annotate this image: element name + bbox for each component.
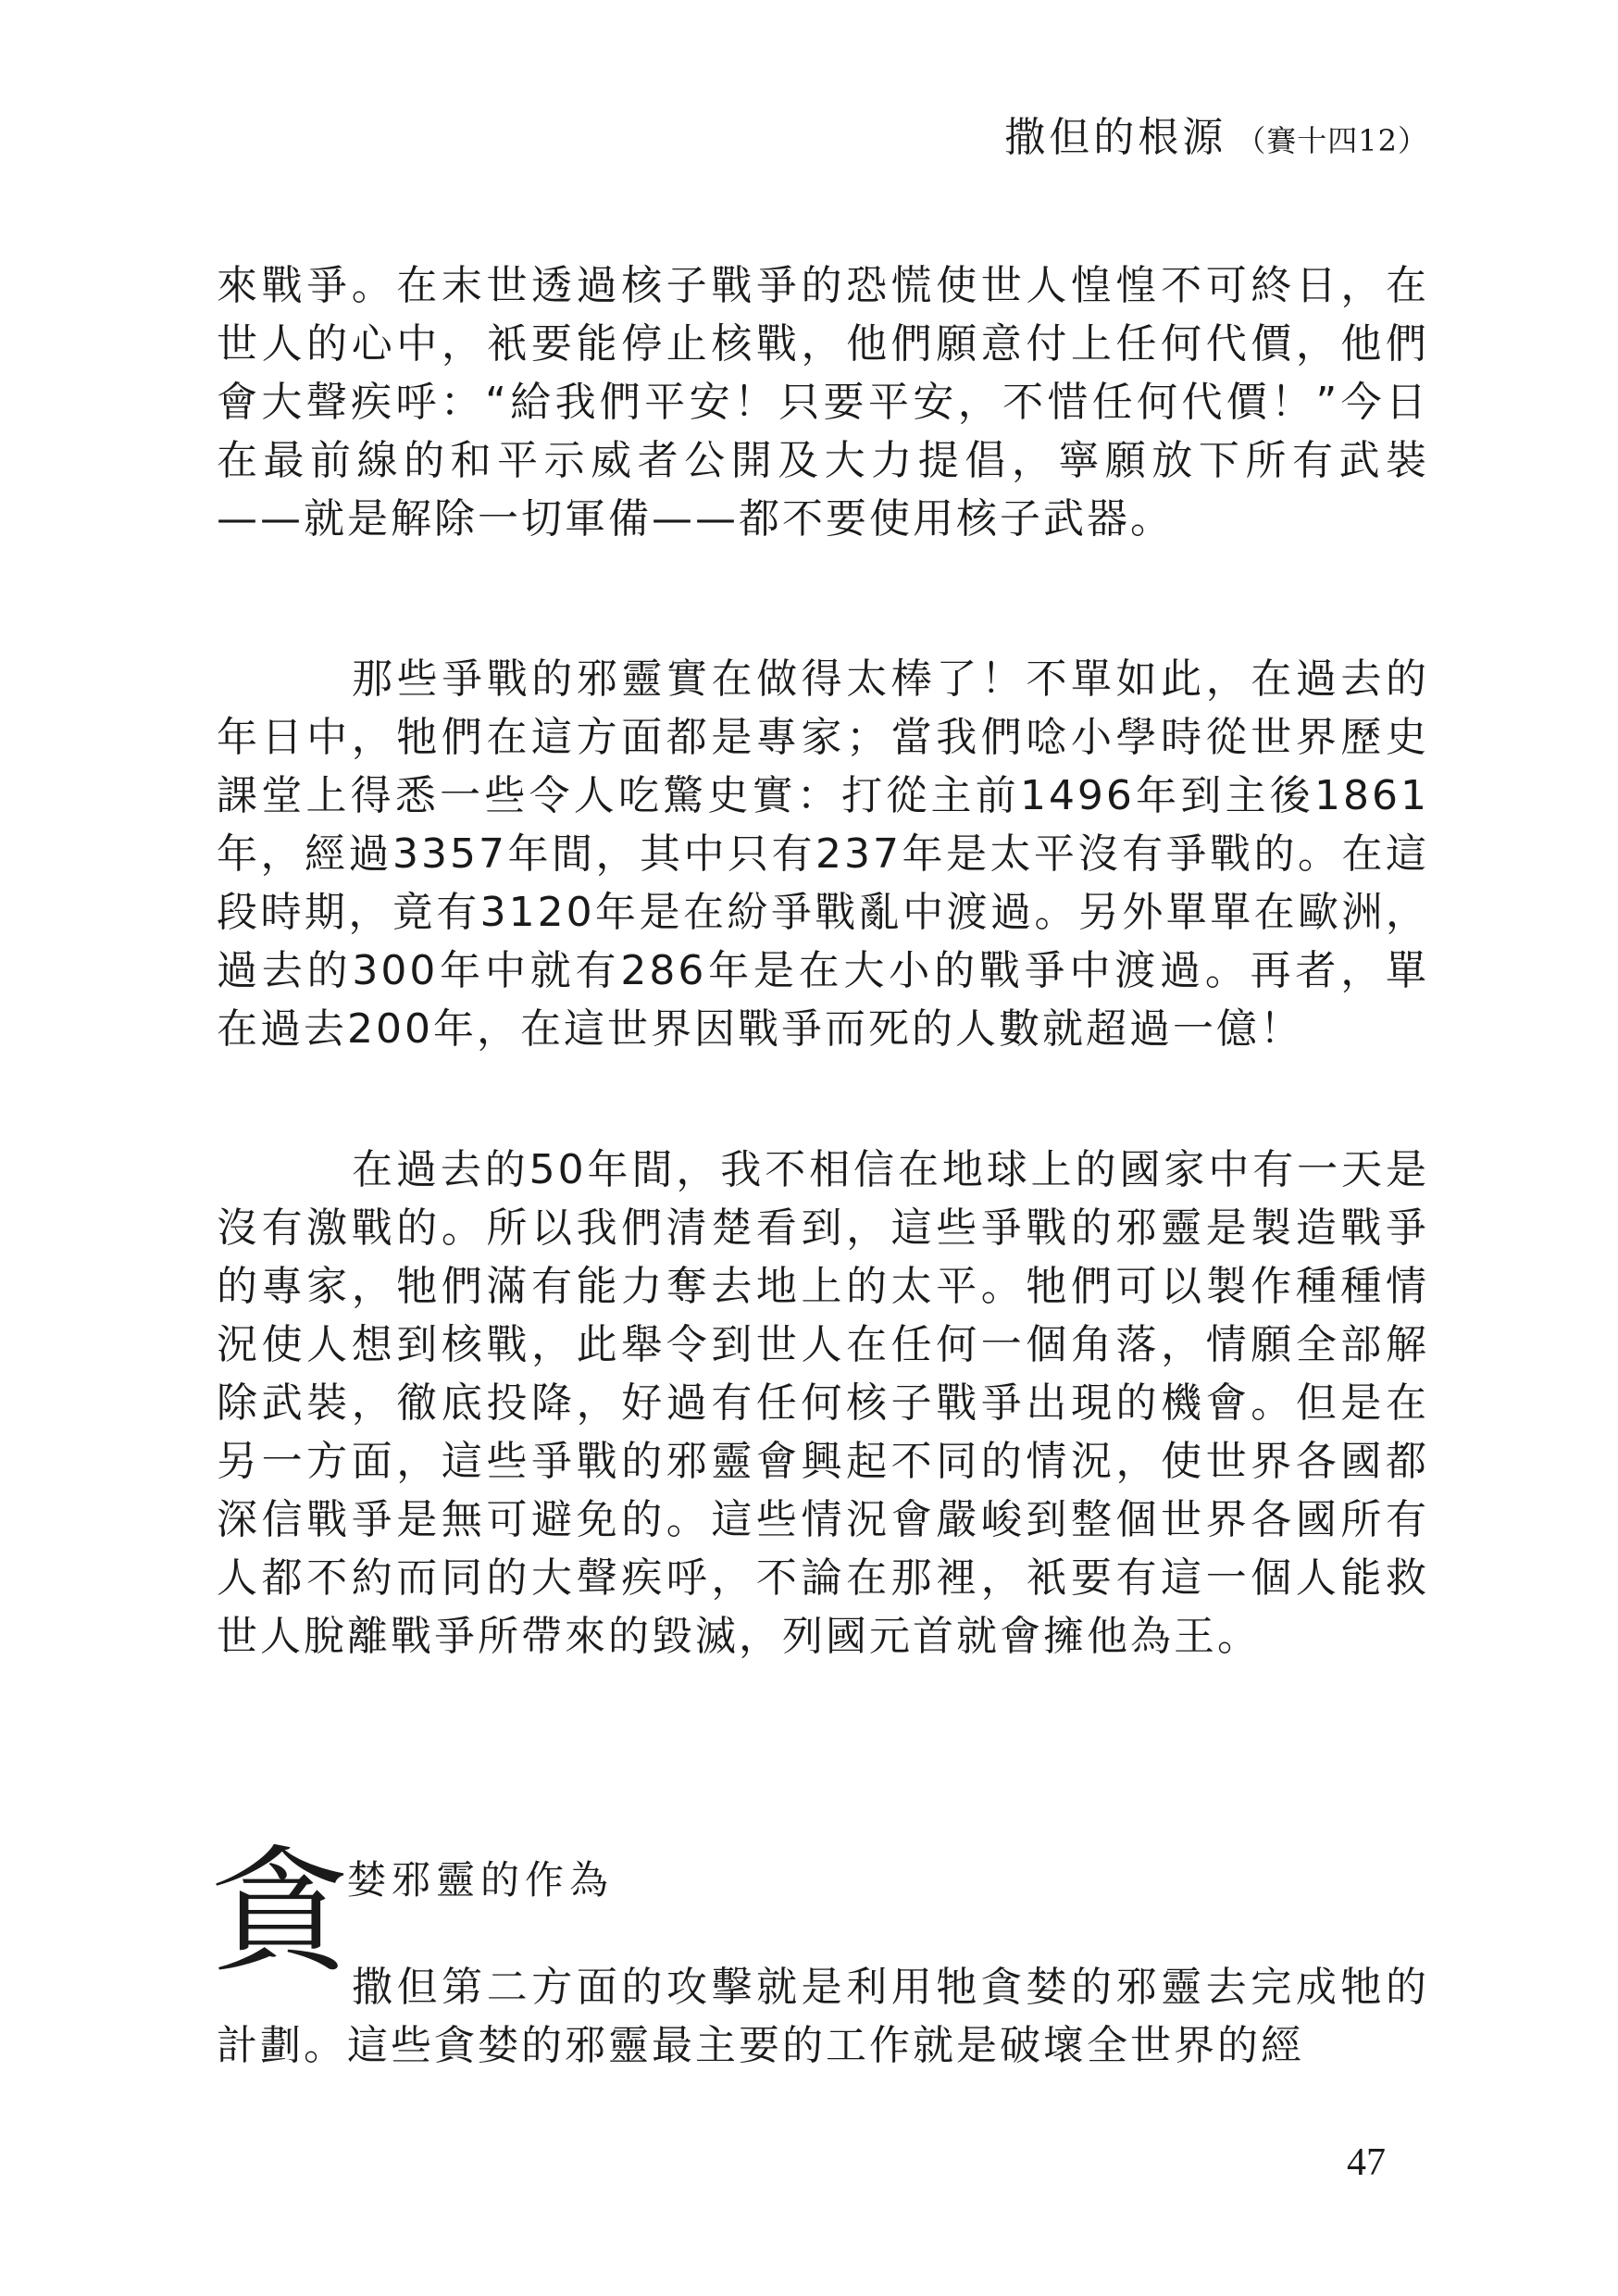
scripture-reference: （賽十四12） <box>1236 123 1428 158</box>
paragraph-4: 撒但第二方面的攻擊就是利用牠貪婪的邪靈去完成牠的計劃。這些貪婪的邪靈最主要的工作就是破壞全世界的經 <box>217 1964 1429 2069</box>
paragraph-2: 那些爭戰的邪靈實在做得太棒了！不單如此，在過去的年日中，牠們在這方面都是專家；當我們唸小學時從世界歷史課堂上得悉一些令人吃驚史實：打從主前1496年到主後1861年，經過3357年間，其中只有237年是太平沒有爭戰的。在這段時期，竟有3120年是在紛爭戰亂中渡過。另外單單在歐洲，過去的300年中就有286年是在大小的戰爭中渡過。再者，單在過去200年，在這世界因戰爭而死的人數就超過一億！ <box>217 655 1429 1053</box>
section-dropcap: 貪 <box>211 1832 348 1991</box>
page-number: 47 <box>1347 2141 1386 2184</box>
section-heading: 婪邪靈的作為 <box>347 1857 615 1903</box>
running-header <box>1004 104 1428 163</box>
paragraph-3: 在過去的50年間，我不相信在地球上的國家中有一天是沒有激戰的。所以我們清楚看到，這些爭戰的邪靈是製造戰爭的專家，牠們滿有能力奪去地上的太平。牠們可以製作種種情況使人想到核戰，此舉令到世人在任何一個角落，情願全部解除武裝，徹底投降，好過有任何核子戰爭出現的機會。但是在另一方面，這些爭戰的邪靈會興起不同的情況，使世界各國都深信戰爭是無可避免的。這些情況會嚴峻到整個世界各國所有人都不約而同的大聲疾呼，不論在那裡，衹要有這一個人能救世人脫離戰爭所帶來的毀滅，列國元首就會擁他為王。 <box>217 1146 1429 1660</box>
paragraph-1: 來戰爭。在末世透過核子戰爭的恐慌使世人惶惶不可終日，在世人的心中，衹要能停止核戰，他們願意付上任何代價，他們會大聲疾呼：“給我們平安！只要平安，不惜任何代價！”今日在最前線的和平示威者公開及大力提倡，寧願放下所有武裝——就是解除一切軍備——都不要使用核子武器。 <box>217 262 1429 543</box>
book-title: 撒但的根源 <box>1004 114 1227 161</box>
